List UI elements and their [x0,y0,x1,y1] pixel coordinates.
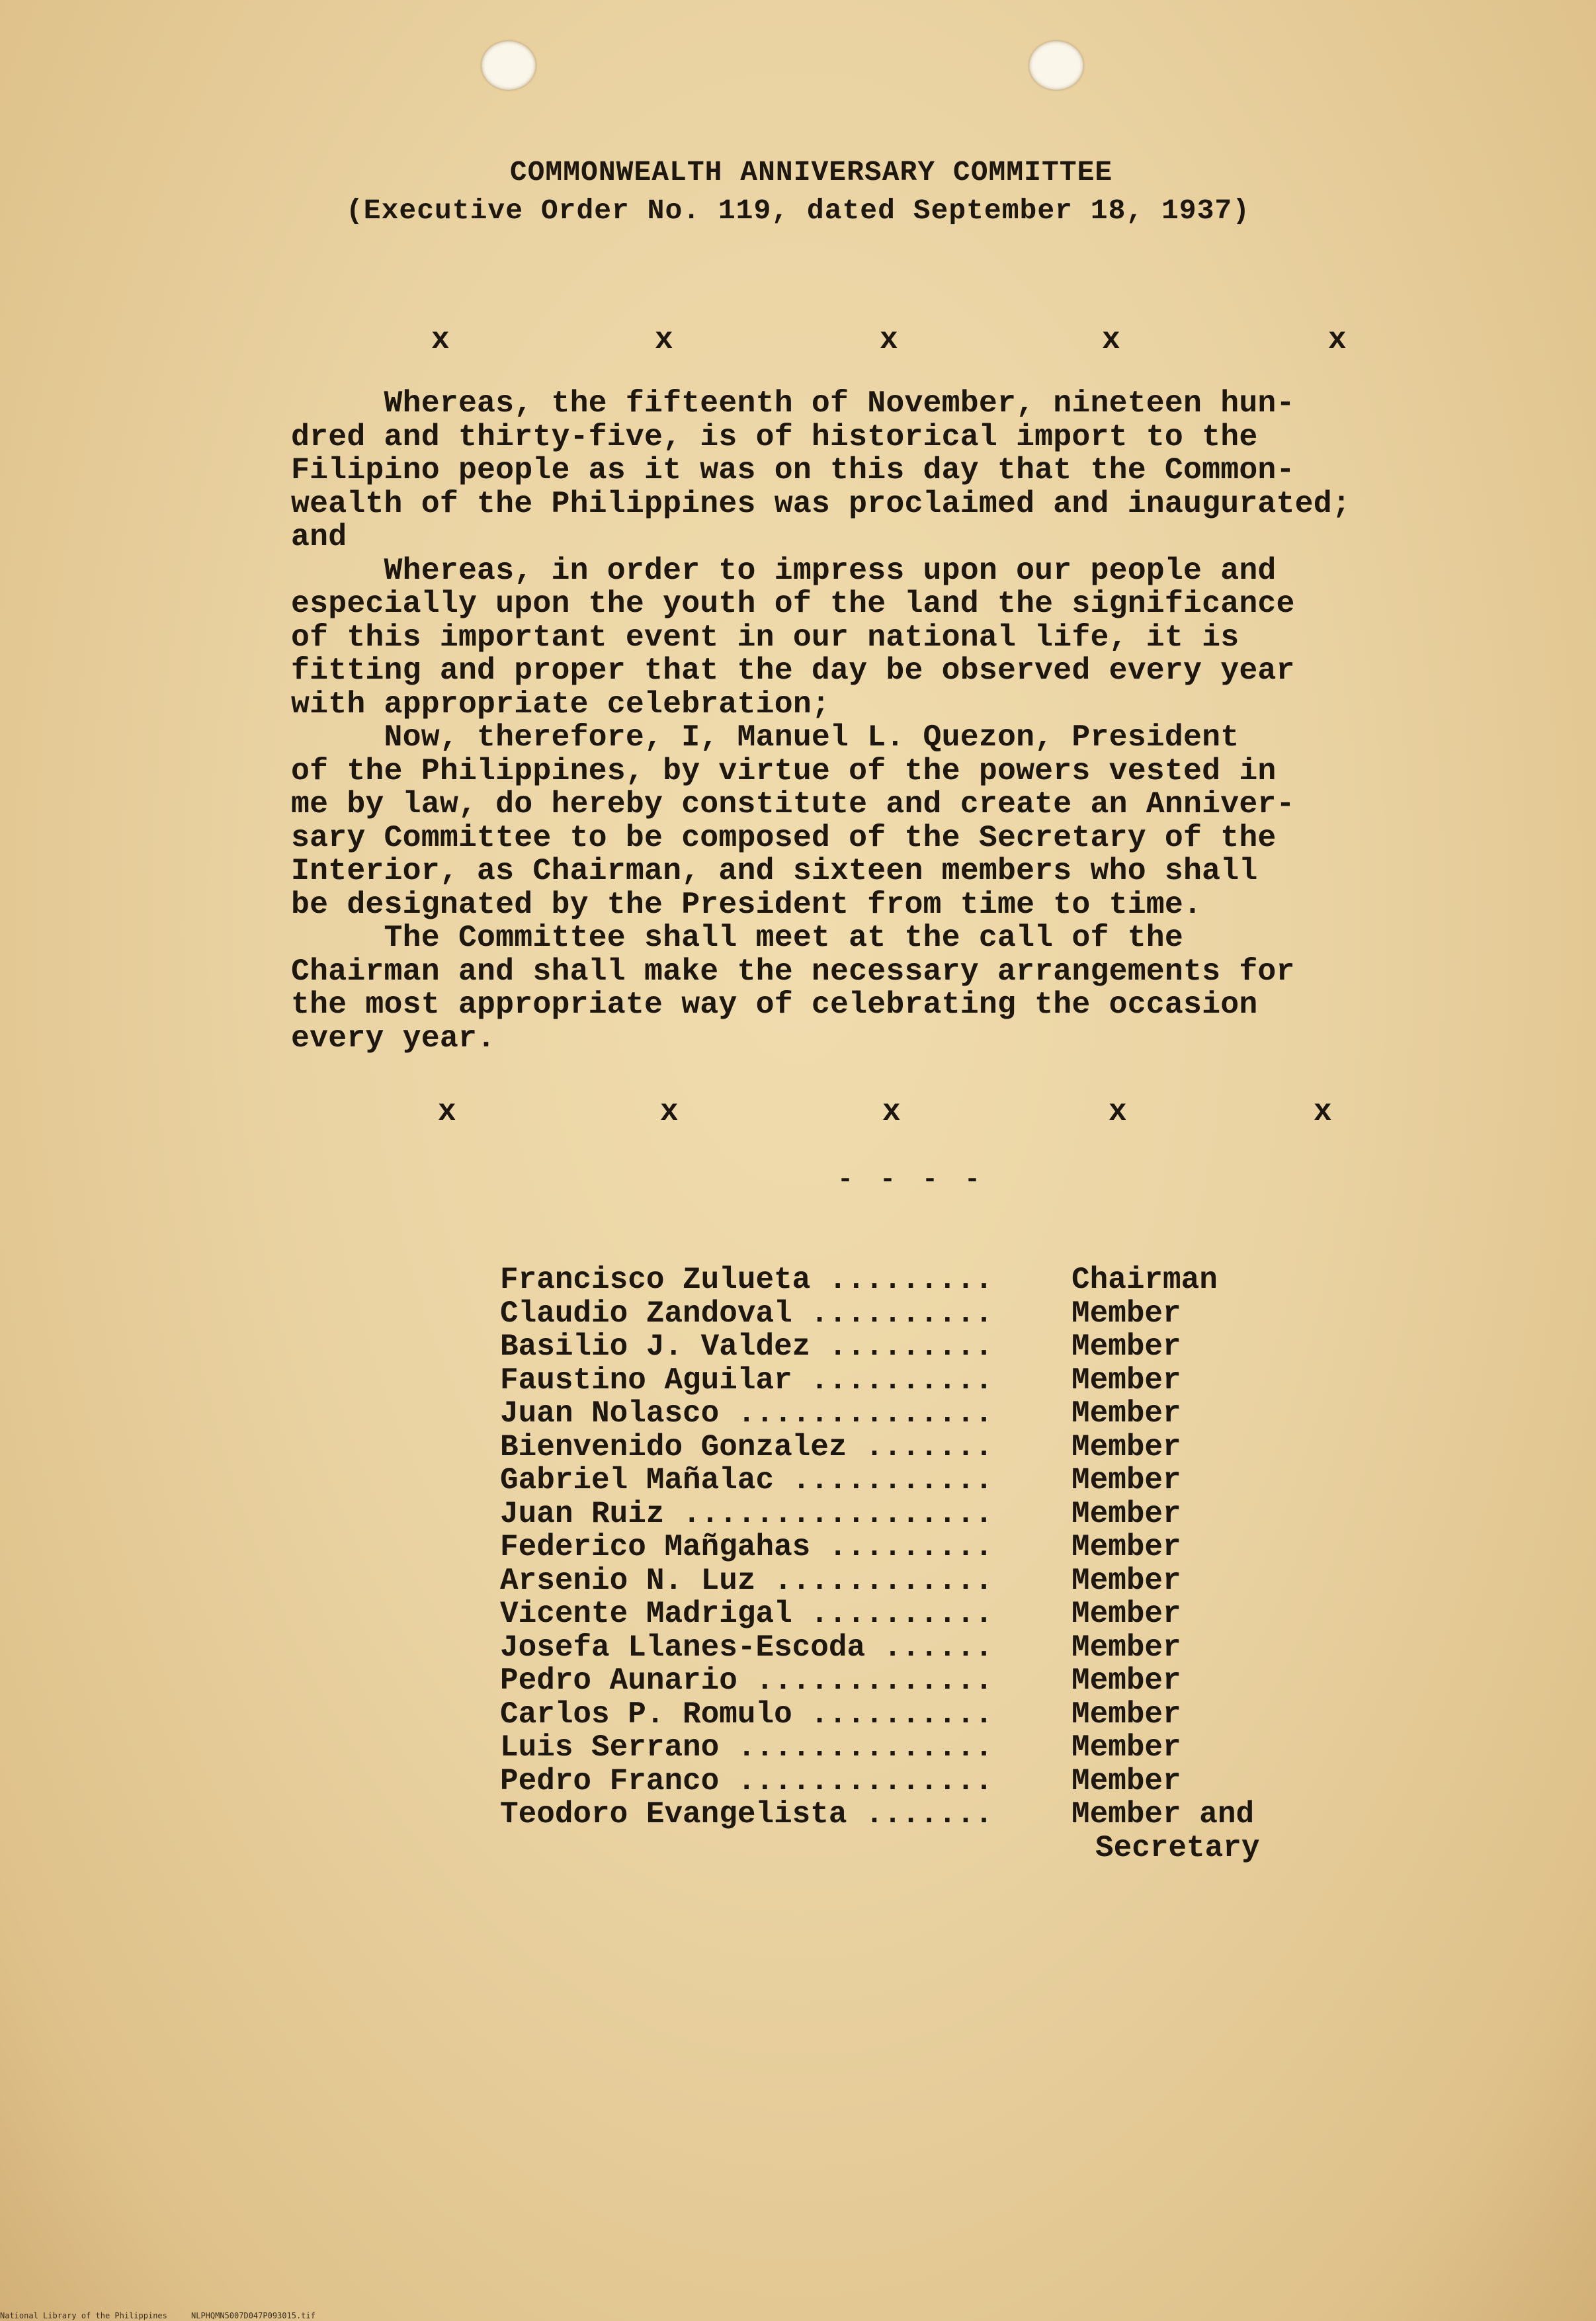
body-line: Chairman and shall make the necessary arrangements for [291,953,1295,989]
body-line: dred and thirty-five, is of historical import to the [291,419,1258,454]
member-row [500,1263,1360,1297]
member-role: Member [1071,1664,1181,1698]
member-role-continuation: Secretary [1095,1830,1260,1865]
member-name: Luis Serrano .............. [500,1730,993,1765]
member-name: Faustino Aguilar .......... [500,1363,993,1398]
separator-mark: x [660,1095,679,1129]
member-role: Member [1071,1396,1181,1431]
document-title: COMMONWEALTH ANNIVERSARY COMMITTEE [509,156,1113,189]
member-row [500,1731,1360,1765]
member-role: Member [1071,1530,1181,1564]
member-row-continuation [500,1832,1360,1865]
member-name: Basilio J. Valdez ......... [500,1329,993,1364]
member-row [500,1364,1360,1398]
member-name: Juan Nolasco .............. [500,1396,993,1431]
document-header [0,153,1596,230]
separator-mark: x [1314,1095,1332,1129]
body-line: Interior, as Chairman, and sixteen members who shall [291,853,1258,888]
body-line: The Committee shall meet at the call of the [291,920,1184,955]
member-row [500,1464,1360,1498]
member-name: Bienvenido Gonzalez ....... [500,1429,993,1464]
member-name: Arsenio N. Luz ............ [500,1563,993,1598]
footer-file: NLPHQMN5007D047P093015.tif [191,2311,315,2320]
body-line: be designated by the President from time to time. [291,886,1202,922]
member-role: Member [1071,1496,1181,1531]
member-role: Member [1071,1363,1181,1398]
member-name: Federico Mañgahas ......... [500,1530,993,1564]
member-row [500,1330,1360,1364]
member-row [500,1531,1360,1564]
order-body [291,387,1402,1055]
separator-mark: x [1328,323,1347,357]
separator-mark: x [1102,323,1120,357]
committee-member-list [500,1263,1360,1865]
member-role: Member [1071,1697,1181,1732]
separator-mark: x [438,1095,456,1129]
member-role: Chairman [1071,1263,1218,1297]
member-name: Josefa Llanes-Escoda ...... [500,1630,993,1665]
body-line: especially upon the youth of the land the significance [291,586,1295,621]
member-name: Pedro Aunario ............. [500,1664,993,1698]
body-line: with appropriate celebration; [291,686,831,722]
body-line: Whereas, the fifteenth of November, nineteen hun- [291,386,1295,421]
member-row [500,1498,1360,1531]
separator-mark: x [655,323,673,357]
member-name: Juan Ruiz ................. [500,1496,993,1531]
separator-mark: x [882,1095,901,1129]
member-role: Member [1071,1730,1181,1765]
separator-mark: x [1109,1095,1127,1129]
member-role: Member [1071,1329,1181,1364]
scan-footer [0,2311,315,2320]
body-line: fitting and proper that the day be observed every year [291,653,1295,688]
member-row [500,1698,1360,1732]
member-name: Claudio Zandoval .......... [500,1296,993,1331]
body-line: Now, therefore, I, Manuel L. Quezon, President [291,720,1239,755]
body-line: every year. [291,1020,496,1056]
member-row [500,1798,1360,1832]
member-row [500,1765,1360,1798]
separator-bottom [417,1095,1369,1134]
member-name: Gabriel Mañalac ........... [500,1463,993,1498]
separator-top [417,323,1369,362]
member-row [500,1297,1360,1331]
body-line: sary Committee to be composed of the Secretary of the [291,820,1277,855]
body-line: and [291,519,347,554]
member-row [500,1664,1360,1698]
member-name: Pedro Franco .............. [500,1763,993,1798]
member-role: Member [1071,1463,1181,1498]
member-role: Member [1071,1429,1181,1464]
member-row [500,1564,1360,1598]
member-row [500,1431,1360,1464]
body-line: of this important event in our national life, it is [291,619,1239,655]
member-row [500,1631,1360,1665]
body-line: me by law, do hereby constitute and create an Anniver- [291,786,1295,822]
body-line: of the Philippines, by virtue of the powers vested in [291,753,1277,788]
body-line: Whereas, in order to impress upon our people and [291,552,1277,588]
punch-hole-right [1029,41,1083,90]
body-line: wealth of the Philippines was proclaimed and inaugurated; [291,485,1351,521]
separator-mark: x [431,323,450,357]
member-role: Member [1071,1563,1181,1598]
member-name: Carlos P. Romulo .......... [500,1697,993,1732]
member-role: Member [1071,1597,1181,1631]
member-role: Member [1071,1630,1181,1665]
member-row [500,1597,1360,1631]
body-line: Filipino people as it was on this day that the Common- [291,452,1295,487]
dash-separator: - - - - [837,1165,986,1195]
member-role: Member and [1071,1797,1255,1832]
member-role: Member [1071,1296,1181,1331]
footer-library: National Library of the Philippines [0,2311,167,2320]
member-row [500,1397,1360,1431]
member-name: Francisco Zulueta ......... [500,1263,993,1297]
member-name: Teodoro Evangelista ....... [500,1797,993,1832]
body-line: the most appropriate way of celebrating the occasion [291,987,1258,1022]
punch-hole-left [482,41,536,90]
document-subtitle: (Executive Order No. 119, dated September 18, 1937) [345,194,1250,227]
separator-mark: x [880,323,898,357]
member-role: Member [1071,1763,1181,1798]
member-name: Vicente Madrigal .......... [500,1597,993,1631]
